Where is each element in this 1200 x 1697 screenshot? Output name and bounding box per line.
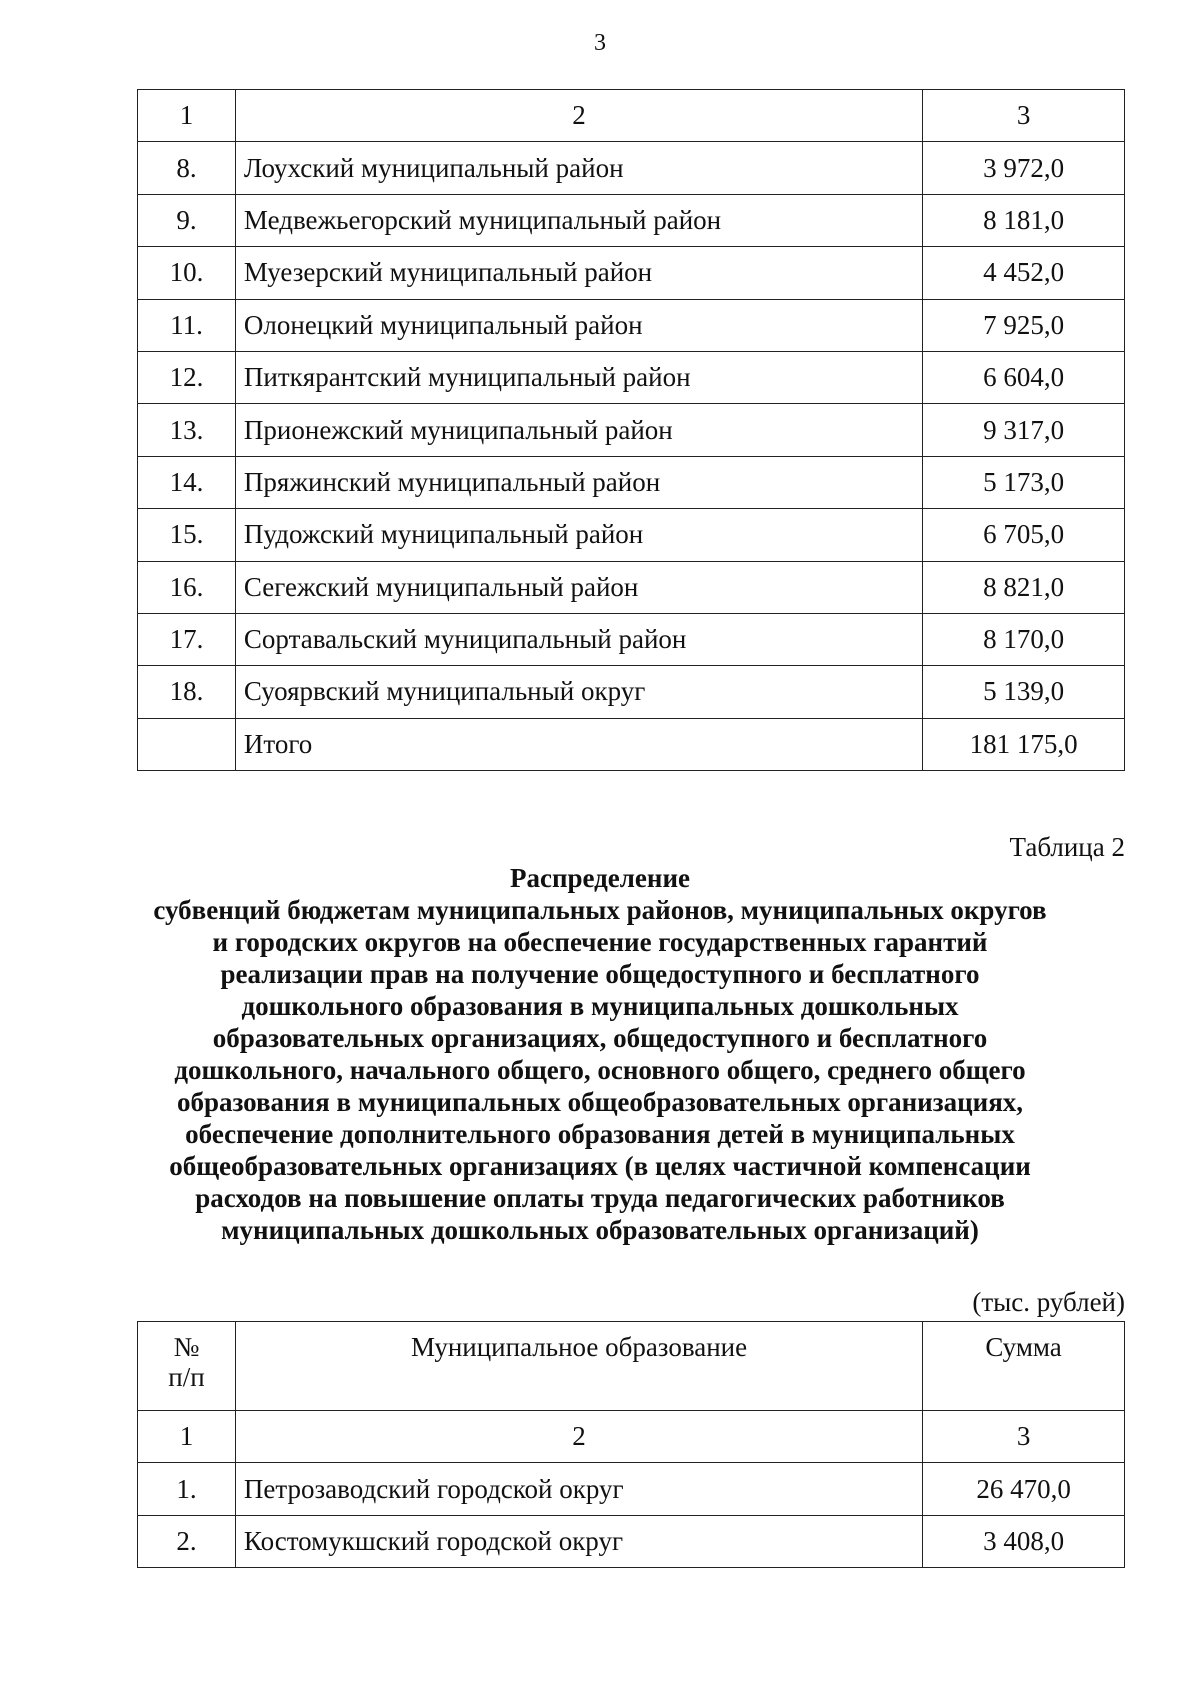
table-row (138, 299, 1125, 351)
row-number: 8. (138, 142, 236, 194)
row-number: 17. (138, 613, 236, 665)
title-line: реализации прав на получение общедоступного и бесплатного (220, 959, 980, 989)
column-header-num-line: п/п (168, 1362, 205, 1392)
row-number: 9. (138, 194, 236, 246)
row-name: Медвежьегорский муниципальный район (235, 194, 922, 246)
row-sum: 26 470,0 (923, 1463, 1125, 1515)
table-1 (137, 89, 1125, 771)
row-name: Костомукшский городской округ (235, 1515, 922, 1567)
table-row (138, 1515, 1125, 1567)
row-number: 11. (138, 299, 236, 351)
table-row (138, 404, 1125, 456)
column-index: 1 (138, 1411, 236, 1463)
title-heading: Распределение (509, 863, 691, 893)
title-line: расходов на повышение оплаты труда педагогических работников (195, 1183, 1005, 1213)
row-number: 1. (138, 1463, 236, 1515)
row-number: 18. (138, 666, 236, 718)
table-2-label: Таблица 2 (1009, 832, 1125, 862)
row-name: Пряжинский муниципальный район (235, 456, 922, 508)
table-index-row (138, 90, 1125, 142)
title-line: образования в муниципальных общеобразовательных организациях, (176, 1087, 1024, 1117)
title-line: обеспечение дополнительного образования детей в муниципальных (185, 1119, 1015, 1149)
column-header-sum: Сумма (923, 1322, 1125, 1411)
column-index: 1 (138, 90, 236, 142)
row-name: Суоярвский муниципальный округ (235, 666, 922, 718)
title-line: муниципальных дошкольных образовательных организаций) (221, 1215, 979, 1245)
table-row (138, 509, 1125, 561)
table-row (138, 351, 1125, 403)
table-row (138, 613, 1125, 665)
page-number: 3 (594, 30, 606, 56)
column-index: 3 (923, 1411, 1125, 1463)
row-sum: 8 181,0 (923, 194, 1125, 246)
row-name: Сортавальский муниципальный район (235, 613, 922, 665)
row-name: Итого (235, 718, 922, 770)
row-sum: 9 317,0 (923, 404, 1125, 456)
row-sum: 5 139,0 (923, 666, 1125, 718)
row-sum: 4 452,0 (923, 247, 1125, 299)
table-row (138, 247, 1125, 299)
row-number: 12. (138, 351, 236, 403)
row-sum: 3 972,0 (923, 142, 1125, 194)
title-line: и городских округов на обеспечение государственных гарантий (212, 927, 988, 957)
row-name: Сегежский муниципальный район (235, 561, 922, 613)
table-row (138, 718, 1125, 770)
row-name: Муезерский муниципальный район (235, 247, 922, 299)
table-row (138, 666, 1125, 718)
row-number (138, 718, 236, 770)
title-line: образовательных организациях, общедоступного и бесплатного (212, 1023, 988, 1053)
table-row (138, 561, 1125, 613)
title-line: общеобразовательных организациях (в целях частичной компенсации (169, 1151, 1031, 1181)
row-sum: 181 175,0 (923, 718, 1125, 770)
column-header-num (138, 1322, 236, 1411)
row-sum: 8 170,0 (923, 613, 1125, 665)
table-header-row (138, 1322, 1125, 1411)
table-index-row (138, 1411, 1125, 1463)
table-2-title (120, 862, 1080, 1246)
title-line: дошкольного образования в муниципальных дошкольных (241, 991, 959, 1021)
row-sum: 7 925,0 (923, 299, 1125, 351)
row-sum: 6 604,0 (923, 351, 1125, 403)
row-name: Лоухский муниципальный район (235, 142, 922, 194)
row-name: Пудожский муниципальный район (235, 509, 922, 561)
title-line: субвенций бюджетам муниципальных районов, муниципальных округов (153, 895, 1047, 925)
row-name: Олонецкий муниципальный район (235, 299, 922, 351)
column-index: 3 (923, 90, 1125, 142)
row-sum: 3 408,0 (923, 1515, 1125, 1567)
row-number: 16. (138, 561, 236, 613)
row-number: 13. (138, 404, 236, 456)
column-header-num-line: № (173, 1332, 200, 1362)
row-number: 2. (138, 1515, 236, 1567)
table-2 (137, 1321, 1125, 1568)
row-sum: 6 705,0 (923, 509, 1125, 561)
row-sum: 5 173,0 (923, 456, 1125, 508)
row-name: Прионежский муниципальный район (235, 404, 922, 456)
column-index: 2 (235, 1411, 922, 1463)
title-line: дошкольного, начального общего, основного общего, среднего общего (174, 1055, 1026, 1085)
row-name: Петрозаводский городской округ (235, 1463, 922, 1515)
row-number: 14. (138, 456, 236, 508)
row-name: Питкярантский муниципальный район (235, 351, 922, 403)
column-index: 2 (235, 90, 922, 142)
row-number: 15. (138, 509, 236, 561)
column-header-name: Муниципальное образование (235, 1322, 922, 1411)
table-row (138, 194, 1125, 246)
table-row (138, 142, 1125, 194)
units-label: (тыс. рублей) (972, 1287, 1125, 1317)
table-row (138, 456, 1125, 508)
table-row (138, 1463, 1125, 1515)
row-sum: 8 821,0 (923, 561, 1125, 613)
row-number: 10. (138, 247, 236, 299)
